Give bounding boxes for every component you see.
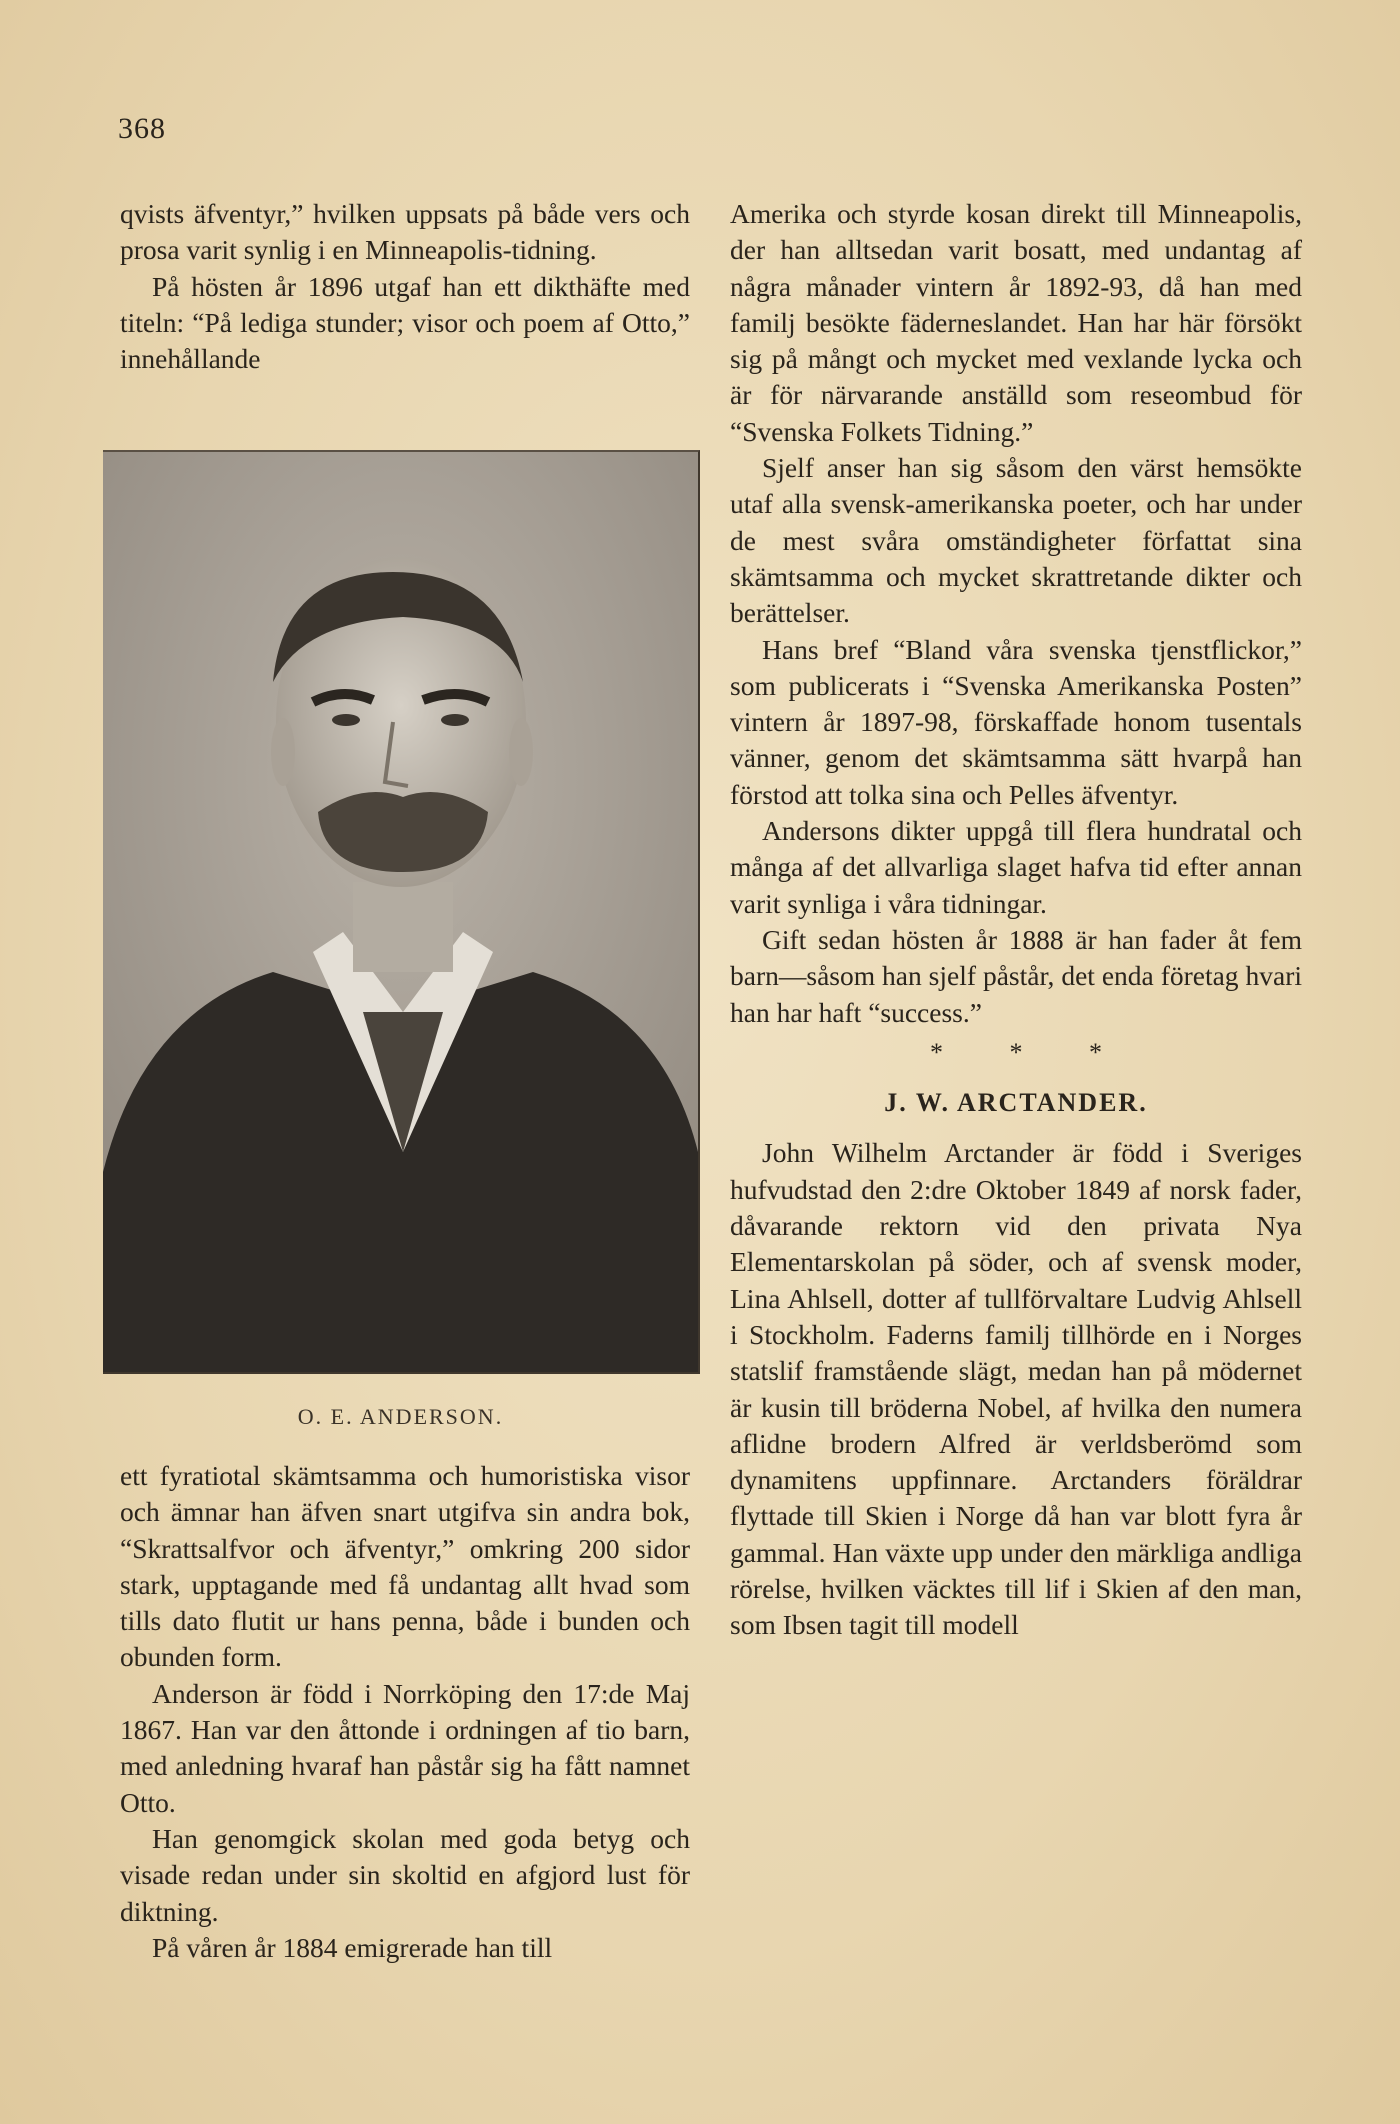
paragraph: Amerika och styrde kosan direkt till Minneapolis, der han alltsedan varit bosatt, med undantag af några månader vintern år 1892-93, då han med familj besökte fäderneslandet. Han har här försökt sig på mångt och mycket med vexlande lycka och är för närvarande anställd som reseombud för “Svenska Folkets Tidning.”	[730, 198, 1302, 447]
paragraph: På våren år 1884 emigrerade han till	[152, 1931, 553, 1963]
paragraph: Gift sedan hösten år 1888 är han fader åt fem barn—såsom han sjelf påstår, det enda företag hvari han har haft “success.”	[730, 923, 1302, 1028]
paragraph: Hans bref “Bland våra svenska tjenstflickor,” som publicerats i “Svenska Amerikanska Posten” vintern år 1897-98, förskaffade honom tusentals vänner, genom det skämtsamma sätt hvarpå han förstod att tolka sina och Pelles äfventyr.	[730, 633, 1302, 810]
section-separator: * * *	[930, 1037, 1132, 1067]
page-number: 368	[118, 112, 166, 145]
section-heading: J. W. ARCTANDER.	[884, 1088, 1148, 1118]
paragraph: ett fyratiotal skämtsamma och humoristiska visor och ämnar han äfven snart utgifva sin andra bok, “Skrattsalfvor och äfventyr,” omkring 200 sidor stark, upptagande med få undantag allt hvad som tills dato flutit ur hans penna, både i bunden och obunden form.	[120, 1460, 690, 1673]
paragraph: Sjelf anser han sig såsom den värst hemsökte utaf alla svensk-amerikanska poeter, och har under de mest svåra omständigheter författat sina skämtsamma och mycket skrattretande dikter och berättelser.	[730, 452, 1302, 629]
paragraph: På hösten år 1896 utgaf han ett dikthäfte med titeln: “På lediga stunder; visor och poem af Otto,” innehållande	[120, 270, 690, 375]
paragraph: Anderson är född i Norrköping den 17:de Maj 1867. Han var den åttonde i ordningen af tio barn, med anledning hvaraf han påstår sig ha fått namnet Otto.	[120, 1677, 690, 1818]
paragraph: qvists äfventyr,” hvilken uppsats på både vers och prosa varit synlig i en Minneapolis-tidning.	[120, 198, 690, 266]
left-column-bottom	[120, 1458, 690, 1966]
right-column	[730, 196, 1302, 1644]
portrait-photo	[103, 450, 700, 1374]
paragraph: Han genomgick skolan med goda betyg och visade redan under sin skoltid en afgjord lust för diktning.	[120, 1822, 690, 1927]
paragraph: John Wilhelm Arctander är född i Sveriges hufvudstad den 2:dre Oktober 1849 af norsk fader, dåvarande rektorn vid den privata Nya Elementarskolan på söder, och af svensk moder, Lina Ahlsell, dotter af tullförvaltare Ludvig Ahlsell i Stockholm. Faderns familj tillhörde en i Norges statslif framstående slägt, medan han på mödernet är kusin till bröderna Nobel, af hvilka den numera aflidne brodern Alfred är verldsberömd som dynamitens uppfinnare. Arctanders föräldrar flyttade till Skien i Norge då han var blott fyra år gammal. Han växte upp under den märkliga andliga rörelse, hvilken väcktes till lif i Skien af den man, som Ibsen tagit till modell	[730, 1137, 1302, 1641]
paragraph: Andersons dikter uppgå till flera hundratal och många af det allvarliga slaget hafva tid efter annan varit synliga i våra tidningar.	[730, 815, 1302, 919]
left-column-top	[120, 196, 690, 377]
portrait-caption: O. E. ANDERSON.	[297, 1404, 504, 1429]
